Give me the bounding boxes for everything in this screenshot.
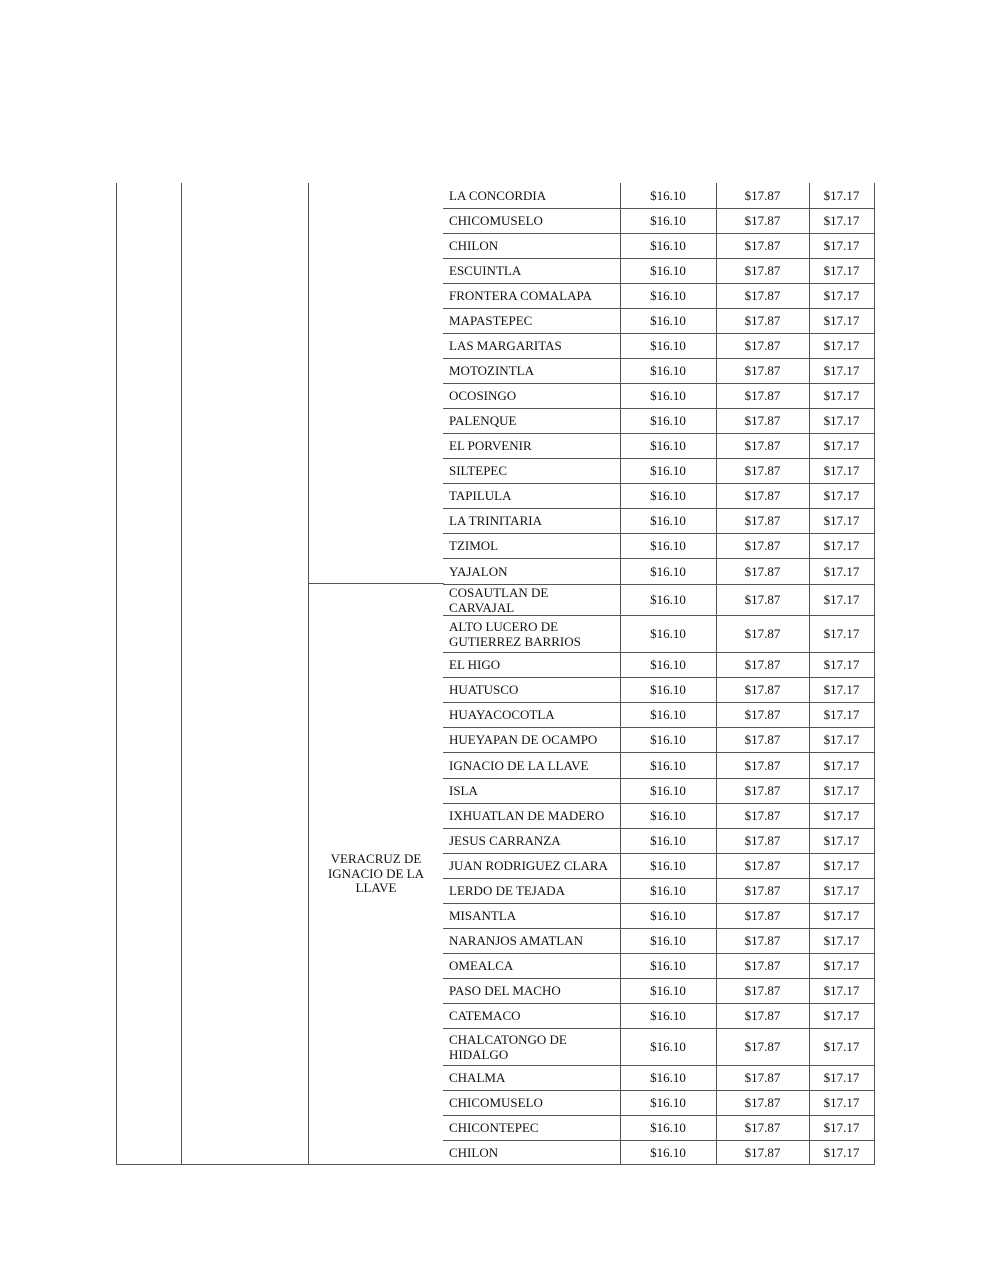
wage-value-col1: $16.10 [620,853,716,878]
municipality-name-line: COSAUTLAN DE [449,584,549,600]
wage-value-col2: $17.87 [716,1115,809,1140]
wage-value-col2: $17.87 [716,584,809,615]
wage-value-col2: $17.87 [716,433,809,458]
wage-value-col2: $17.87 [716,1028,809,1065]
wage-value-col1: $16.10 [620,408,716,433]
table-row [443,408,874,433]
municipality-name: CATEMACO [443,1003,620,1028]
table-row [443,533,874,558]
table-row [443,778,874,803]
wage-value-col3: $17.17 [809,878,874,903]
wage-value-col3: $17.17 [809,1003,874,1028]
table-row [443,1090,874,1115]
wage-value-col3: $17.17 [809,1140,874,1165]
wage-value-col2: $17.87 [716,383,809,408]
wage-value-col1: $16.10 [620,358,716,383]
wage-value-col3: $17.17 [809,677,874,702]
municipality-name: OMEALCA [443,953,620,978]
municipality-name [443,584,620,615]
wage-value-col1: $16.10 [620,752,716,778]
municipality-name: TAPILULA [443,483,620,508]
wage-value-col1: $16.10 [620,208,716,233]
wage-value-col1: $16.10 [620,878,716,903]
table-row [443,383,874,408]
wage-value-col2: $17.87 [716,903,809,928]
wage-value-col1: $16.10 [620,1115,716,1140]
wage-value-col3: $17.17 [809,652,874,677]
table-row [443,1065,874,1090]
table-row [443,1003,874,1028]
municipality-name: CHILON [443,233,620,258]
municipality-name: LERDO DE TEJADA [443,878,620,903]
wage-value-col1: $16.10 [620,778,716,803]
state-label-line: LLAVE [355,880,397,895]
municipality-name: IXHUATLAN DE MADERO [443,803,620,828]
municipality-name: NARANJOS AMATLAN [443,928,620,953]
wage-value-col1: $16.10 [620,308,716,333]
wage-value-col1: $16.10 [620,584,716,615]
wage-value-col2: $17.87 [716,878,809,903]
wage-value-col2: $17.87 [716,853,809,878]
wage-value-col2: $17.87 [716,928,809,953]
state-label-line: VERACRUZ DE [330,851,422,866]
wage-value-col1: $16.10 [620,1065,716,1090]
wage-value-col1: $16.10 [620,433,716,458]
municipality-name: YAJALON [443,558,620,584]
municipality-name: CHALMA [443,1065,620,1090]
wage-value-col2: $17.87 [716,677,809,702]
column-divider [116,183,117,1165]
table-row [443,652,874,677]
wage-value-col1: $16.10 [620,1140,716,1165]
table-row [443,458,874,483]
wage-value-col1: $16.10 [620,483,716,508]
wage-value-col1: $16.10 [620,702,716,727]
municipality-name: LA TRINITARIA [443,508,620,533]
wage-value-col2: $17.87 [716,483,809,508]
wage-value-col3: $17.17 [809,978,874,1003]
table-row [443,208,874,233]
table-row [443,358,874,383]
table-row [443,615,874,652]
table-row [443,308,874,333]
wage-value-col1: $16.10 [620,978,716,1003]
wage-value-col3: $17.17 [809,558,874,584]
table-row [443,1115,874,1140]
wage-value-col2: $17.87 [716,283,809,308]
wage-value-col2: $17.87 [716,1065,809,1090]
wage-value-col1: $16.10 [620,953,716,978]
wage-value-col1: $16.10 [620,183,716,208]
table-row [443,828,874,853]
wage-value-col3: $17.17 [809,953,874,978]
municipality-name: HUAYACOCOTLA [443,702,620,727]
municipality-name-line: HIDALGO [449,1046,509,1062]
wage-value-col1: $16.10 [620,383,716,408]
wage-value-col2: $17.87 [716,233,809,258]
wage-value-col2: $17.87 [716,978,809,1003]
wage-value-col3: $17.17 [809,584,874,615]
wage-value-col3: $17.17 [809,233,874,258]
wage-value-col2: $17.87 [716,828,809,853]
table-row [443,333,874,358]
municipality-name: EL HIGO [443,652,620,677]
municipality-name: ISLA [443,778,620,803]
table-row [443,258,874,283]
table-row [443,903,874,928]
wage-value-col1: $16.10 [620,558,716,584]
wage-value-col1: $16.10 [620,677,716,702]
wage-value-col3: $17.17 [809,308,874,333]
wage-value-col1: $16.10 [620,803,716,828]
wage-value-col2: $17.87 [716,1140,809,1165]
wage-value-col1: $16.10 [620,508,716,533]
wage-value-col1: $16.10 [620,283,716,308]
table-row [443,558,874,584]
wage-value-col2: $17.87 [716,558,809,584]
wage-value-col1: $16.10 [620,903,716,928]
municipality-name [443,615,620,652]
wage-value-col1: $16.10 [620,1028,716,1065]
wage-value-col3: $17.17 [809,458,874,483]
municipality-name-line: ALTO LUCERO DE [449,618,559,634]
column-divider [308,183,309,1165]
municipality-name: MAPASTEPEC [443,308,620,333]
municipality-name: PALENQUE [443,408,620,433]
wage-value-col3: $17.17 [809,508,874,533]
municipality-name-line: GUTIERREZ BARRIOS [449,633,581,649]
municipality-name: CHICOMUSELO [443,208,620,233]
wage-value-col1: $16.10 [620,727,716,752]
wage-value-col2: $17.87 [716,803,809,828]
wage-value-col1: $16.10 [620,828,716,853]
municipality-name: LAS MARGARITAS [443,333,620,358]
municipality-name: IGNACIO DE LA LLAVE [443,752,620,778]
wage-value-col3: $17.17 [809,727,874,752]
municipality-name-line: CARVAJAL [449,599,515,615]
municipality-name: TZIMOL [443,533,620,558]
table-row [443,677,874,702]
wage-value-col2: $17.87 [716,408,809,433]
column-divider [181,183,182,1165]
wage-value-col3: $17.17 [809,752,874,778]
wage-value-col3: $17.17 [809,383,874,408]
municipality-name: CHICOMUSELO [443,1090,620,1115]
wage-value-col1: $16.10 [620,533,716,558]
wage-value-col3: $17.17 [809,258,874,283]
wage-value-col3: $17.17 [809,702,874,727]
wage-value-col1: $16.10 [620,233,716,258]
municipality-table-body [443,183,874,1165]
wage-value-col1: $16.10 [620,615,716,652]
wage-value-col2: $17.87 [716,458,809,483]
wage-value-col1: $16.10 [620,928,716,953]
wage-value-col3: $17.17 [809,1090,874,1115]
table-row [443,183,874,208]
wage-value-col2: $17.87 [716,652,809,677]
table-row [443,1028,874,1065]
wage-value-col2: $17.87 [716,953,809,978]
wage-value-col2: $17.87 [716,508,809,533]
municipality-name: CHILON [443,1140,620,1165]
wage-value-col2: $17.87 [716,752,809,778]
wage-value-col2: $17.87 [716,258,809,283]
municipality-name-line: CHALCATONGO DE [449,1031,567,1047]
wage-value-col3: $17.17 [809,803,874,828]
wage-value-col3: $17.17 [809,1115,874,1140]
table-row [443,727,874,752]
state-label-line: IGNACIO DE LA [327,865,425,881]
municipality-name [443,1028,620,1065]
wage-value-col3: $17.17 [809,903,874,928]
wage-value-col2: $17.87 [716,533,809,558]
wage-value-col3: $17.17 [809,483,874,508]
wage-value-col1: $16.10 [620,1090,716,1115]
table-row [443,283,874,308]
municipality-name: LA CONCORDIA [443,183,620,208]
table-row [443,1140,874,1165]
municipality-name: JUAN RODRIGUEZ CLARA [443,853,620,878]
wage-value-col1: $16.10 [620,1003,716,1028]
wage-value-col3: $17.17 [809,778,874,803]
municipality-name: EL PORVENIR [443,433,620,458]
table-row [443,233,874,258]
municipality-name: OCOSINGO [443,383,620,408]
table-row [443,508,874,533]
wage-value-col3: $17.17 [809,928,874,953]
table-row [443,953,874,978]
wage-value-col2: $17.87 [716,308,809,333]
table-row [443,752,874,778]
wage-value-col2: $17.87 [716,1003,809,1028]
wage-value-col3: $17.17 [809,433,874,458]
wage-value-col2: $17.87 [716,358,809,383]
municipality-name: SILTEPEC [443,458,620,483]
wage-value-col2: $17.87 [716,615,809,652]
wage-value-col2: $17.87 [716,727,809,752]
wage-value-col3: $17.17 [809,208,874,233]
table-row [443,483,874,508]
wage-value-col1: $16.10 [620,652,716,677]
table-row [443,878,874,903]
wage-value-col3: $17.17 [809,283,874,308]
wage-value-col3: $17.17 [809,828,874,853]
wage-value-col3: $17.17 [809,1065,874,1090]
table-row [443,702,874,727]
municipality-name: CHICONTEPEC [443,1115,620,1140]
municipality-name: MISANTLA [443,903,620,928]
wage-value-col3: $17.17 [809,533,874,558]
wage-value-col1: $16.10 [620,258,716,283]
wage-value-col3: $17.17 [809,358,874,383]
municipality-name: ESCUINTLA [443,258,620,283]
municipality-name: MOTOZINTLA [443,358,620,383]
wage-value-col3: $17.17 [809,615,874,652]
wage-value-col3: $17.17 [809,183,874,208]
municipality-name: HUATUSCO [443,677,620,702]
wage-value-col2: $17.87 [716,1090,809,1115]
table-row [443,978,874,1003]
table-row [443,584,874,615]
table-row [443,928,874,953]
municipality-name: HUEYAPAN DE OCAMPO [443,727,620,752]
wage-value-col1: $16.10 [620,458,716,483]
wage-value-col3: $17.17 [809,408,874,433]
wage-value-col1: $16.10 [620,333,716,358]
wage-value-col2: $17.87 [716,183,809,208]
wage-value-col3: $17.17 [809,333,874,358]
wage-value-col2: $17.87 [716,702,809,727]
wage-value-col2: $17.87 [716,778,809,803]
table-row [443,853,874,878]
table-row [443,803,874,828]
state-label-veracruz [309,852,443,896]
state-separator [308,583,444,584]
wage-value-col2: $17.87 [716,208,809,233]
municipality-name: PASO DEL MACHO [443,978,620,1003]
wage-value-col2: $17.87 [716,333,809,358]
municipality-name: JESUS CARRANZA [443,828,620,853]
municipality-wage-table [443,183,875,1165]
wage-value-col3: $17.17 [809,853,874,878]
municipality-name: FRONTERA COMALAPA [443,283,620,308]
table-row [443,433,874,458]
wage-value-col3: $17.17 [809,1028,874,1065]
